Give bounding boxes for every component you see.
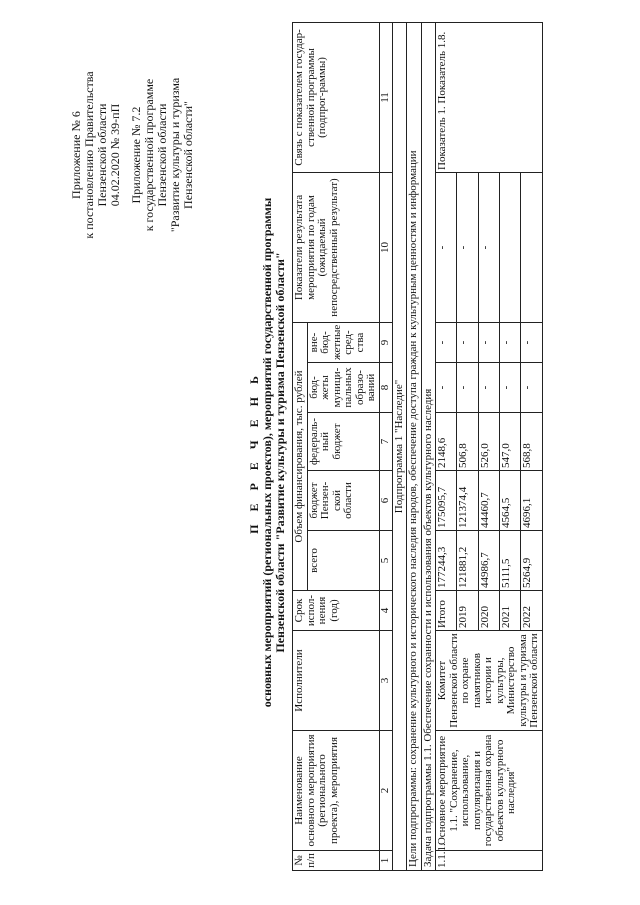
federal-cell: 568,8 [521, 413, 542, 471]
header-row-1 [293, 22, 308, 870]
program-line-1: к государственной программе [142, 78, 156, 232]
regional-cell: 44460,7 [478, 471, 499, 531]
total-cell: 44986,7 [478, 531, 499, 591]
column-numbers-row [379, 22, 392, 870]
col-number: 10 [379, 172, 392, 322]
municipal-cell: - [499, 363, 520, 413]
municipal-cell: - [478, 363, 499, 413]
col-number: 3 [379, 631, 392, 731]
municipal-cell: - [457, 363, 478, 413]
col-name-header: Наименование основного мероприятия (регионального проекта), мероприятия [293, 731, 380, 851]
decree-line-1: к постановлению Правительства [82, 71, 96, 239]
title-word: П Е Р Е Ч Е Н Ь [247, 371, 261, 534]
federal-cell: 2148,6 [436, 413, 457, 471]
federal-cell: 547,0 [499, 413, 520, 471]
subprogram-title: Подпрограмма 1 "Наследие" [392, 22, 407, 870]
total-cell: 5264,9 [521, 531, 542, 591]
measure-name: Основное мероприятие 1.1. "Сохранение, использование, популяризация и государственная охрана объектов культурного наследия" [436, 731, 543, 851]
year-cell: Итого [436, 591, 457, 631]
program-line-3: "Развитие культуры и туризма [168, 77, 182, 233]
decree-reference [70, 40, 122, 270]
municipal-cell: - [436, 363, 457, 413]
extra-cell: - [521, 322, 542, 362]
regional-cell: 4696,1 [521, 471, 542, 531]
col-municipal-header: бюд-жеты муници-пальных образо-ваний [307, 363, 379, 413]
federal-cell: 526,0 [478, 413, 499, 471]
program-link: Показатель 1. Показатель 1.8. [436, 22, 543, 172]
col-extra-header: вне-бюд-жетные сред-ства [307, 322, 379, 362]
decree-line-3: 04.02.2020 № 39-пП [108, 103, 122, 207]
col-num-header: № п/п [293, 851, 380, 871]
extra-cell: - [436, 322, 457, 362]
year-cell: 2021 [499, 591, 520, 631]
title-line-1: основных мероприятий (региональных проектов), мероприятий государственной программы [260, 197, 274, 708]
regional-cell: 175095,7 [436, 471, 457, 531]
col-number: 5 [379, 531, 392, 591]
indicator-cell: - [457, 172, 478, 322]
indicator-cell [521, 172, 542, 322]
col-number: 11 [379, 22, 392, 172]
col-number: 2 [379, 731, 392, 851]
program-line-2: Пензенской области [155, 103, 169, 207]
title-line-2: Пензенской области "Развитие культуры и туризма Пензенской области" [273, 252, 287, 653]
subprogram-task: Задача подпрограммы 1.1. Обеспечение сохранности и использования объектов культурного наследия [421, 22, 436, 870]
extra-cell: - [457, 322, 478, 362]
federal-cell: 506,8 [457, 413, 478, 471]
decree-line-2: Пензенской области [95, 103, 109, 207]
subprogram-goal: Цели подпрограммы: сохранение культурного и исторического наследия народов, обеспечение доступа граждан к культурным ценностям и информации [407, 22, 422, 870]
table-row [436, 22, 457, 870]
appendix-6-label: Приложение № 6 [69, 111, 83, 199]
total-cell: 177244,3 [436, 531, 457, 591]
document-title [248, 0, 287, 905]
program-reference [130, 40, 195, 270]
goal-row [407, 22, 422, 870]
indicator-cell: - [436, 172, 457, 322]
extra-cell: - [478, 322, 499, 362]
year-cell: 2020 [478, 591, 499, 631]
subprogram-row [392, 22, 407, 870]
col-regional-header: бюджет Пензен-ской области [307, 471, 379, 531]
row-number: 1.1.1. [436, 851, 543, 871]
col-federal-header: федераль-ный бюджет [307, 413, 379, 471]
year-cell: 2019 [457, 591, 478, 631]
regional-cell: 4564,5 [499, 471, 520, 531]
total-cell: 121881,2 [457, 531, 478, 591]
col-number: 7 [379, 413, 392, 471]
col-number: 4 [379, 591, 392, 631]
col-executors-header: Исполнители [293, 631, 380, 731]
indicator-cell: - [478, 172, 499, 322]
col-indicators-header: Показатели результата мероприятия по годам (ожидаемый непосредственный результат) [293, 172, 380, 322]
col-number: 6 [379, 471, 392, 531]
measures-table [292, 22, 543, 871]
municipal-cell: - [521, 363, 542, 413]
program-line-4: Пензенской области" [181, 101, 195, 209]
total-cell: 5111,5 [499, 531, 520, 591]
col-number: 9 [379, 322, 392, 362]
col-term-header: Срок испол-нения (год) [293, 591, 380, 631]
task-row [421, 22, 436, 870]
appendix-72-label: Приложение № 7.2 [129, 106, 143, 204]
col-number: 8 [379, 363, 392, 413]
year-cell: 2022 [521, 591, 542, 631]
col-number: 1 [379, 851, 392, 871]
measure-executors: Комитет Пензенской области по охране памятников истории и культуры, Министерство культуры и туризма Пензенской области [436, 631, 543, 731]
col-link-header: Связь с показателем государ-ственной программы (подпрог-раммы) [293, 22, 380, 172]
extra-cell: - [499, 322, 520, 362]
regional-cell: 121374,4 [457, 471, 478, 531]
indicator-cell [499, 172, 520, 322]
col-total-header: всего [307, 531, 379, 591]
col-funding-header: Объем финансирования, тыс. рублей [293, 322, 308, 590]
